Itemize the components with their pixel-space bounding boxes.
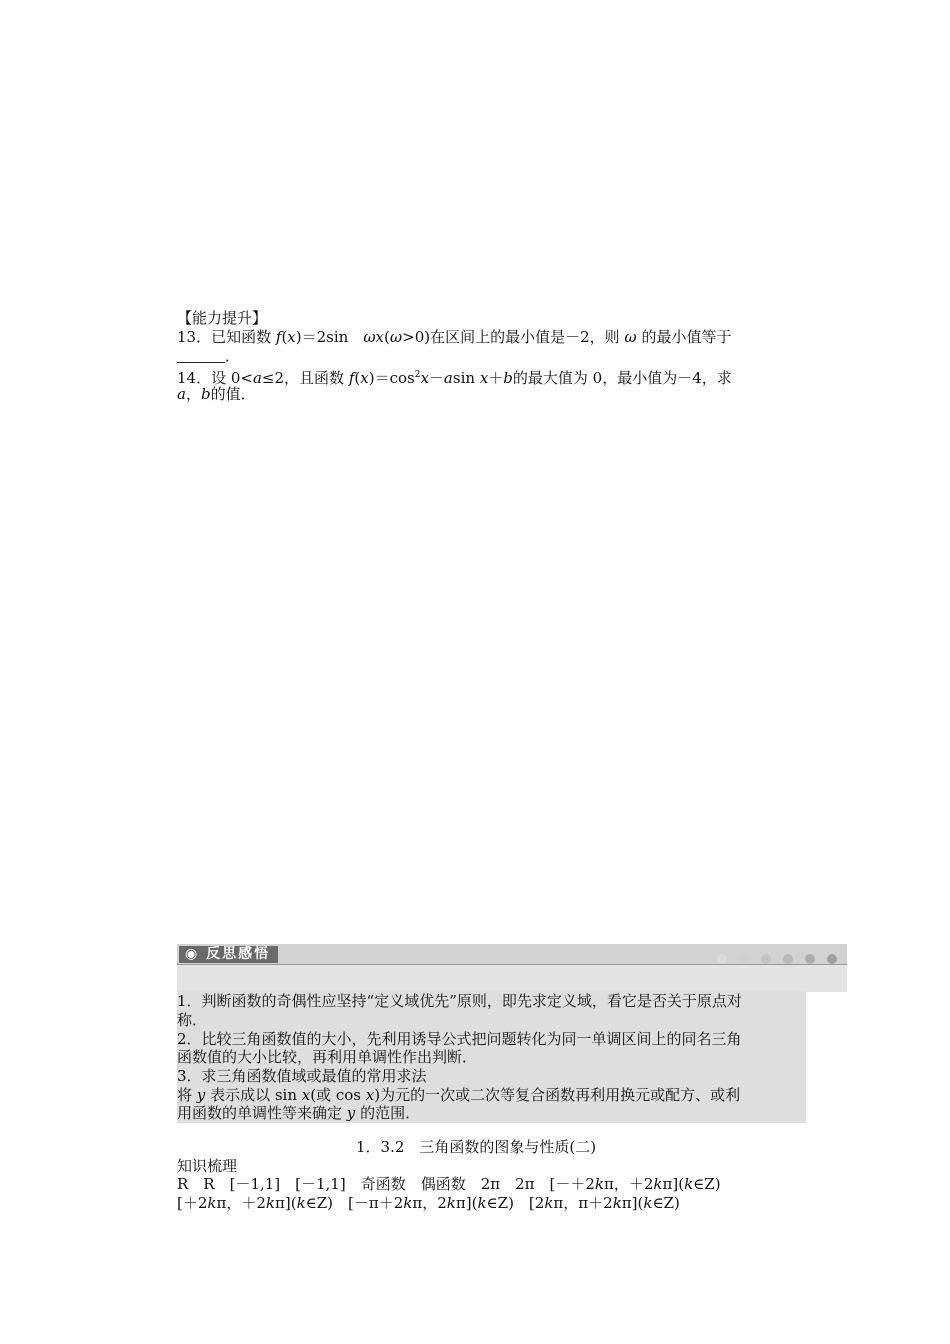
q13-text: 13．已知函数: [177, 328, 272, 346]
reflection-line-6: 将 y 表示成以 sin x(或 cos x)为元的一次或二次等复合函数再利用换元或配方、或利: [177, 1086, 741, 1104]
reflection-line-3: 2．比较三角函数值的大小，先利用诱导公式把问题转化为同一单调区间上的同名三角: [177, 1030, 742, 1048]
reflection-line-1: 1．判断函数的奇偶性应坚持“定义域优先”原则，即先求定义域，看它是否关于原点对: [177, 992, 742, 1010]
decorative-dots: [710, 949, 837, 968]
dot-icon: [783, 954, 793, 964]
answer-heading: 1．3.2 三角函数的图象与性质(二): [356, 1138, 597, 1156]
answer-subheading: 知识梳理: [177, 1157, 238, 1175]
dot-icon: [717, 954, 727, 964]
dot-icon: [761, 954, 771, 964]
dot-icon: [805, 954, 815, 964]
answer-row-1: R R [－1,1] [－1,1] 奇函数 偶函数 2π 2π [－＋2kπ，＋2kπ](k∈Z): [177, 1175, 721, 1193]
reflection-banner: [177, 944, 847, 992]
question-14-cont: a，b的值．: [177, 385, 256, 403]
answer-blank[interactable]: [177, 350, 225, 363]
reflection-line-7: 用函数的单调性等来确定 y 的范围．: [177, 1104, 421, 1122]
answer-row-2: [＋2kπ，＋2kπ](k∈Z) [－π＋2kπ，2kπ](k∈Z) [2kπ，π＋2kπ](k∈Z): [177, 1194, 680, 1212]
reflection-title: ◉ 反思感悟: [179, 946, 278, 963]
question-13-blank-line: ．: [177, 347, 240, 366]
reflection-line-2: 称．: [177, 1011, 208, 1029]
question-14: 14．设 0<a≤2，且函数 $f(x)=\cos^2x-asin$ x＋b的最大值为 0，最小值为－4，求: [177, 369, 732, 387]
reflection-line-5: 3．求三角函数值域或最值的常用求法: [177, 1067, 427, 1085]
banner-strip: [177, 944, 847, 965]
reflection-line-4: 函数值的大小比较，再利用单调性作出判断．: [177, 1048, 478, 1066]
question-13: 13．已知函数 f(x)＝2sin ωx(ω>0)在区间上的最小值是－2，则 ω 的最小值等于: [177, 328, 732, 346]
dot-icon: [827, 954, 837, 964]
section-label: 【能力提升】: [177, 309, 268, 327]
dot-icon: [739, 954, 749, 964]
